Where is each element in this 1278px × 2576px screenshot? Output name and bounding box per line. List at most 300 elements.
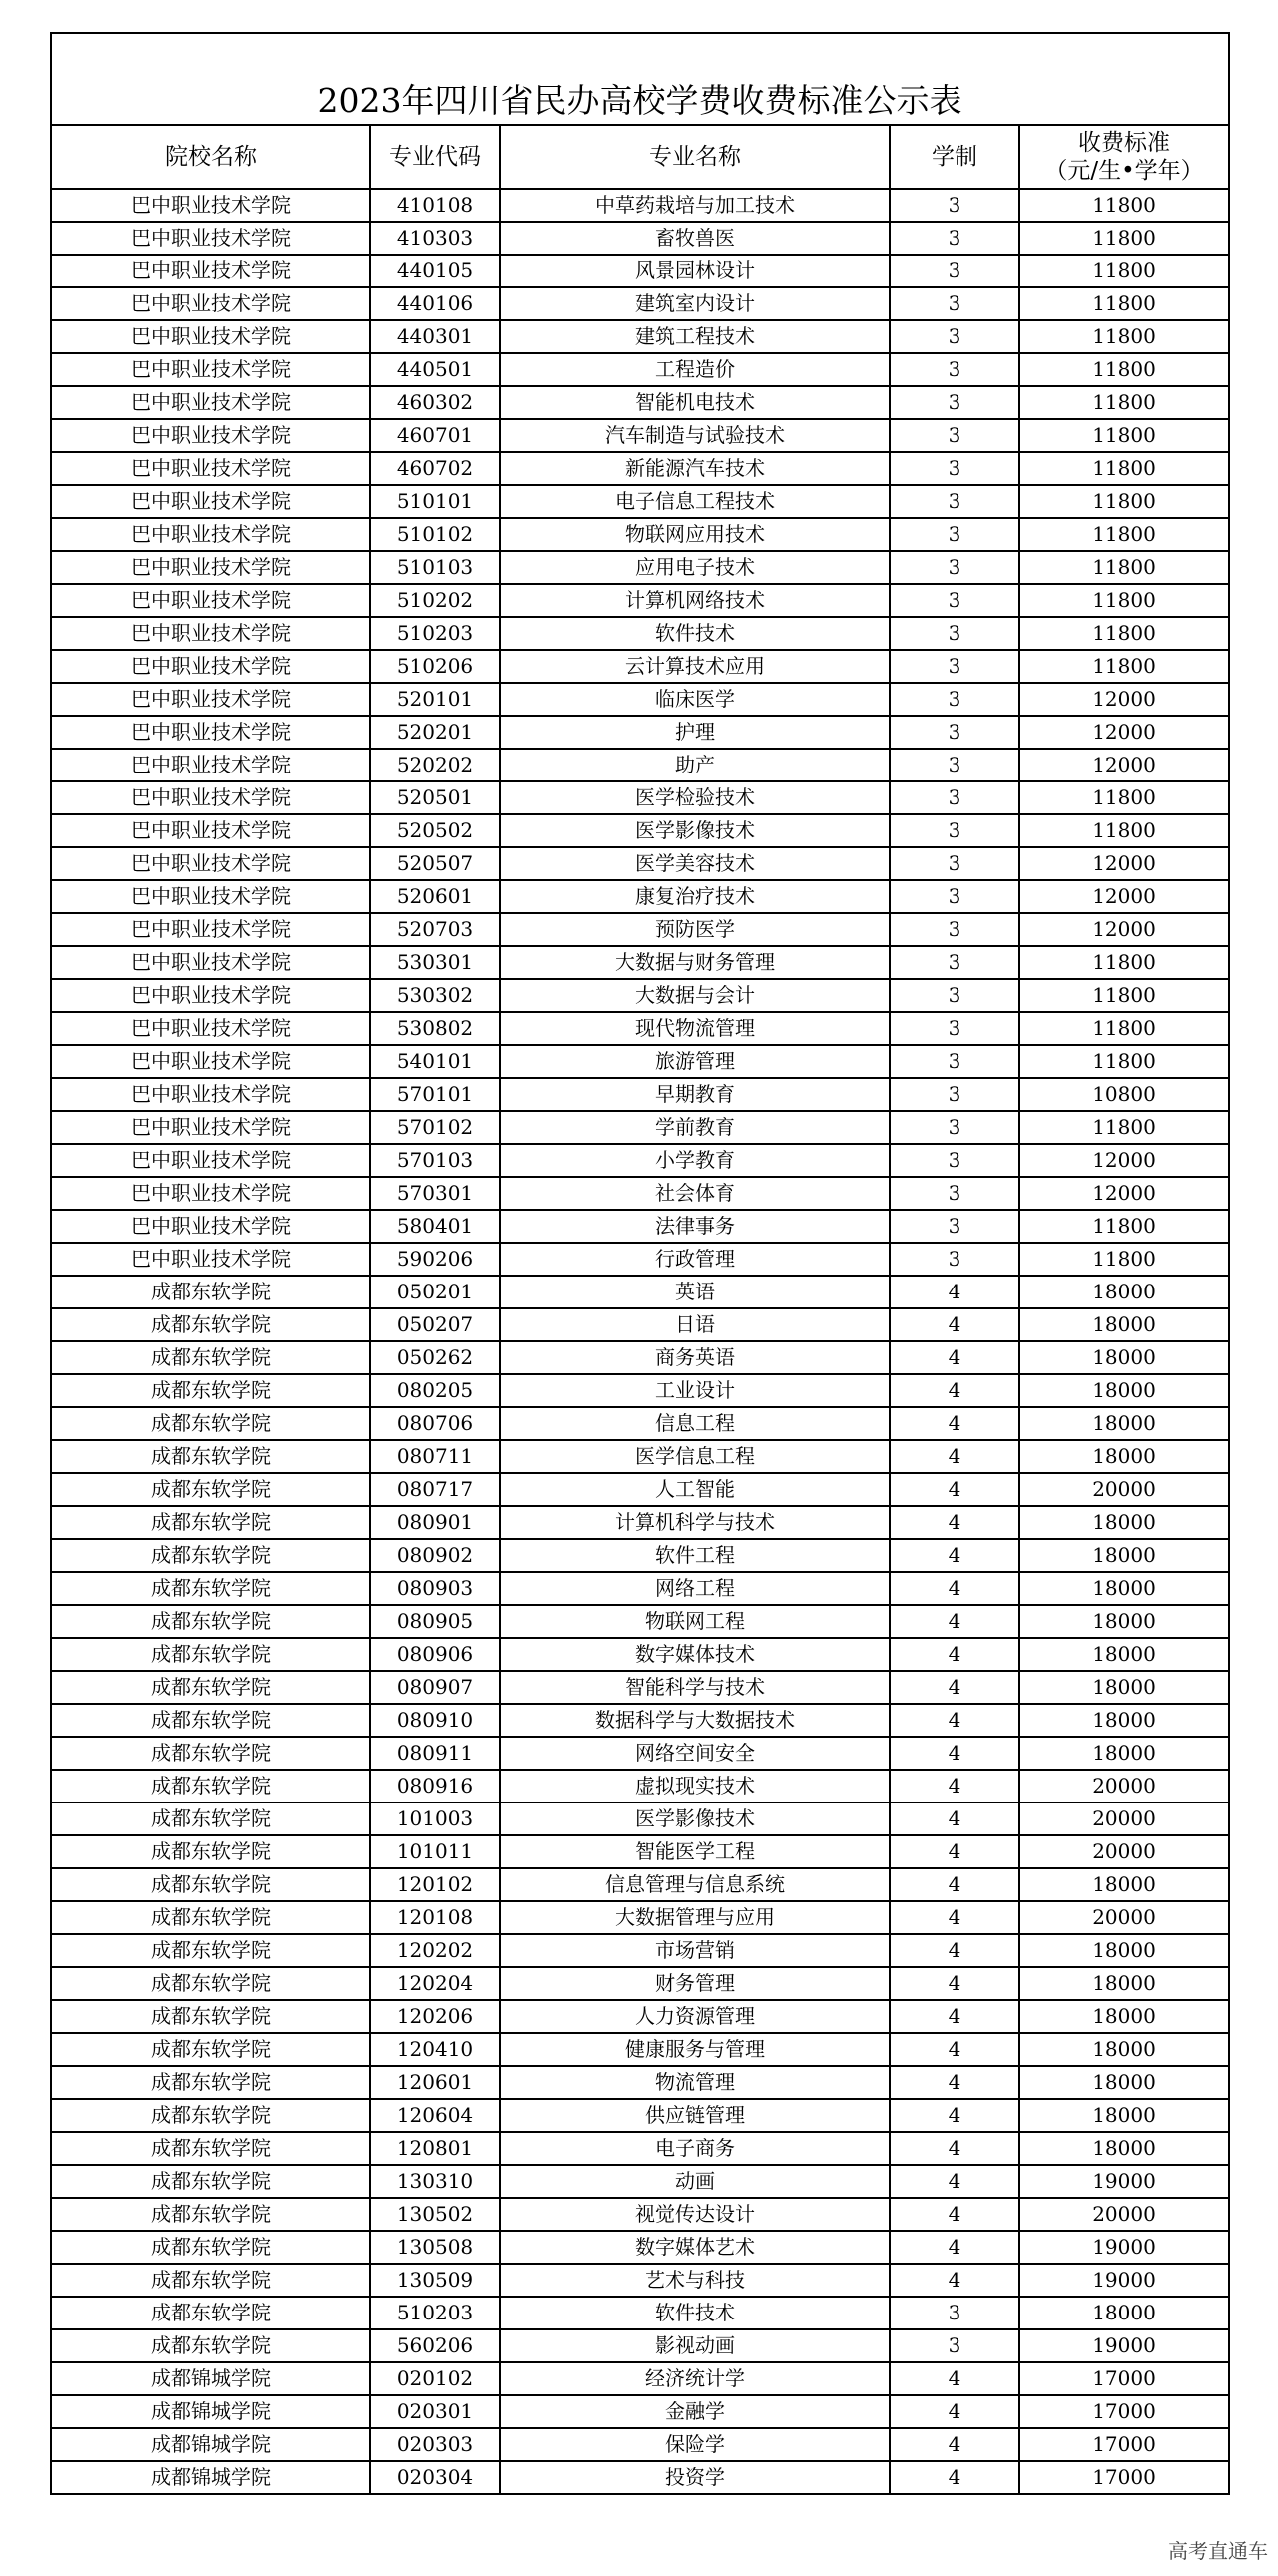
table-row xyxy=(51,1308,1229,1341)
school-cell: 成都东软学院 xyxy=(51,2066,370,2099)
major-cell: 畜牧兽医 xyxy=(500,222,890,255)
major-cell: 智能科学与技术 xyxy=(500,1671,890,1704)
fee-cell: 18000 xyxy=(1019,2033,1229,2066)
fee-cell: 18000 xyxy=(1019,1341,1229,1374)
school-cell: 成都东软学院 xyxy=(51,1638,370,1671)
years-cell: 3 xyxy=(890,2297,1019,2329)
code-cell: 120410 xyxy=(370,2033,500,2066)
years-cell: 4 xyxy=(890,2066,1019,2099)
fee-cell: 17000 xyxy=(1019,2395,1229,2428)
table-row xyxy=(51,1177,1229,1210)
table-row xyxy=(51,749,1229,781)
table-row xyxy=(51,2362,1229,2395)
school-cell: 成都东软学院 xyxy=(51,2000,370,2033)
school-cell: 成都东软学院 xyxy=(51,2099,370,2132)
major-cell: 云计算技术应用 xyxy=(500,650,890,683)
years-cell: 4 xyxy=(890,2264,1019,2297)
code-cell: 080916 xyxy=(370,1770,500,1803)
years-cell: 4 xyxy=(890,1572,1019,1605)
school-cell: 巴中职业技术学院 xyxy=(51,1045,370,1078)
table-row xyxy=(51,1835,1229,1868)
table-row xyxy=(51,1638,1229,1671)
school-cell: 巴中职业技术学院 xyxy=(51,1243,370,1276)
table-row xyxy=(51,189,1229,222)
fee-cell: 11800 xyxy=(1019,617,1229,650)
fee-cell: 18000 xyxy=(1019,1671,1229,1704)
code-cell: 080711 xyxy=(370,1440,500,1473)
table-row xyxy=(51,2297,1229,2329)
table-row xyxy=(51,2066,1229,2099)
code-cell: 520507 xyxy=(370,847,500,880)
major-cell: 日语 xyxy=(500,1308,890,1341)
table-row xyxy=(51,683,1229,716)
table-row xyxy=(51,716,1229,749)
table-row xyxy=(51,485,1229,518)
years-cell: 3 xyxy=(890,814,1019,847)
years-cell: 4 xyxy=(890,1704,1019,1737)
major-cell: 大数据与会计 xyxy=(500,979,890,1012)
major-cell: 行政管理 xyxy=(500,1243,890,1276)
school-cell: 成都东软学院 xyxy=(51,1901,370,1934)
fee-cell: 11800 xyxy=(1019,222,1229,255)
years-cell: 4 xyxy=(890,1605,1019,1638)
table-row xyxy=(51,287,1229,320)
school-cell: 巴中职业技术学院 xyxy=(51,946,370,979)
fee-cell: 18000 xyxy=(1019,1704,1229,1737)
school-cell: 巴中职业技术学院 xyxy=(51,386,370,419)
fee-cell: 17000 xyxy=(1019,2362,1229,2395)
fee-cell: 20000 xyxy=(1019,1835,1229,1868)
fee-cell: 20000 xyxy=(1019,1803,1229,1835)
header-fee-line2: （元/生•学年） xyxy=(1044,158,1204,184)
school-cell: 巴中职业技术学院 xyxy=(51,485,370,518)
school-cell: 巴中职业技术学院 xyxy=(51,913,370,946)
code-cell: 130509 xyxy=(370,2264,500,2297)
major-cell: 早期教育 xyxy=(500,1078,890,1111)
table-row xyxy=(51,1210,1229,1243)
code-cell: 120604 xyxy=(370,2099,500,2132)
major-cell: 物流管理 xyxy=(500,2066,890,2099)
major-cell: 信息管理与信息系统 xyxy=(500,1868,890,1901)
major-cell: 小学教育 xyxy=(500,1144,890,1177)
school-cell: 巴中职业技术学院 xyxy=(51,814,370,847)
code-cell: 570103 xyxy=(370,1144,500,1177)
school-cell: 成都东软学院 xyxy=(51,1539,370,1572)
school-cell: 成都东软学院 xyxy=(51,1704,370,1737)
major-cell: 风景园林设计 xyxy=(500,255,890,287)
school-cell: 成都东软学院 xyxy=(51,1506,370,1539)
code-cell: 510101 xyxy=(370,485,500,518)
school-cell: 巴中职业技术学院 xyxy=(51,518,370,551)
table-row xyxy=(51,2231,1229,2264)
code-cell: 460702 xyxy=(370,452,500,485)
school-cell: 成都东软学院 xyxy=(51,2264,370,2297)
fee-cell: 11800 xyxy=(1019,353,1229,386)
code-cell: 580401 xyxy=(370,1210,500,1243)
fee-table-sheet xyxy=(50,32,1228,2495)
years-cell: 3 xyxy=(890,255,1019,287)
header-school: 院校名称 xyxy=(51,125,370,189)
code-cell: 570101 xyxy=(370,1078,500,1111)
school-cell: 成都东软学院 xyxy=(51,1737,370,1770)
years-cell: 4 xyxy=(890,1901,1019,1934)
school-cell: 巴中职业技术学院 xyxy=(51,287,370,320)
fee-cell: 11800 xyxy=(1019,814,1229,847)
major-cell: 大数据管理与应用 xyxy=(500,1901,890,1934)
years-cell: 3 xyxy=(890,650,1019,683)
school-cell: 巴中职业技术学院 xyxy=(51,320,370,353)
major-cell: 健康服务与管理 xyxy=(500,2033,890,2066)
table-row xyxy=(51,1704,1229,1737)
code-cell: 080901 xyxy=(370,1506,500,1539)
table-row xyxy=(51,2099,1229,2132)
code-cell: 410108 xyxy=(370,189,500,222)
table-row xyxy=(51,1045,1229,1078)
years-cell: 4 xyxy=(890,2395,1019,2428)
code-cell: 410303 xyxy=(370,222,500,255)
major-cell: 工程造价 xyxy=(500,353,890,386)
page-title: 2023年四川省民办高校学费收费标准公示表 xyxy=(51,33,1229,125)
table-row xyxy=(51,814,1229,847)
code-cell: 080910 xyxy=(370,1704,500,1737)
code-cell: 130310 xyxy=(370,2165,500,2198)
school-cell: 成都锦城学院 xyxy=(51,2428,370,2461)
major-cell: 工业设计 xyxy=(500,1374,890,1407)
school-cell: 成都东软学院 xyxy=(51,1374,370,1407)
fee-cell: 17000 xyxy=(1019,2428,1229,2461)
fee-cell: 11800 xyxy=(1019,946,1229,979)
major-cell: 计算机科学与技术 xyxy=(500,1506,890,1539)
school-cell: 巴中职业技术学院 xyxy=(51,1144,370,1177)
code-cell: 520601 xyxy=(370,880,500,913)
watermark: 高考直通车 xyxy=(1168,2539,1268,2563)
fee-cell: 18000 xyxy=(1019,2099,1229,2132)
school-cell: 成都东软学院 xyxy=(51,1803,370,1835)
code-cell: 130502 xyxy=(370,2198,500,2231)
code-cell: 530302 xyxy=(370,979,500,1012)
years-cell: 3 xyxy=(890,2329,1019,2362)
years-cell: 3 xyxy=(890,749,1019,781)
code-cell: 120108 xyxy=(370,1901,500,1934)
years-cell: 3 xyxy=(890,452,1019,485)
header-fee xyxy=(1019,125,1229,189)
school-cell: 成都东软学院 xyxy=(51,1605,370,1638)
fee-cell: 18000 xyxy=(1019,1539,1229,1572)
major-cell: 医学检验技术 xyxy=(500,781,890,814)
fee-cell: 18000 xyxy=(1019,1605,1229,1638)
school-cell: 巴中职业技术学院 xyxy=(51,1210,370,1243)
code-cell: 101011 xyxy=(370,1835,500,1868)
major-cell: 学前教育 xyxy=(500,1111,890,1144)
years-cell: 3 xyxy=(890,683,1019,716)
fee-cell: 18000 xyxy=(1019,1934,1229,1967)
years-cell: 3 xyxy=(890,1078,1019,1111)
table-row xyxy=(51,2165,1229,2198)
major-cell: 投资学 xyxy=(500,2461,890,2494)
fee-cell: 11800 xyxy=(1019,189,1229,222)
code-cell: 080911 xyxy=(370,1737,500,1770)
fee-cell: 18000 xyxy=(1019,1308,1229,1341)
table-row xyxy=(51,1440,1229,1473)
code-cell: 510206 xyxy=(370,650,500,683)
fee-cell: 18000 xyxy=(1019,1967,1229,2000)
fee-cell: 12000 xyxy=(1019,913,1229,946)
code-cell: 120601 xyxy=(370,2066,500,2099)
fee-cell: 18000 xyxy=(1019,1572,1229,1605)
major-cell: 数字媒体艺术 xyxy=(500,2231,890,2264)
header-fee-line1: 收费标准 xyxy=(1078,130,1171,156)
school-cell: 巴中职业技术学院 xyxy=(51,683,370,716)
table-row xyxy=(51,551,1229,584)
fee-cell: 10800 xyxy=(1019,1078,1229,1111)
code-cell: 510202 xyxy=(370,584,500,617)
years-cell: 3 xyxy=(890,584,1019,617)
table-row xyxy=(51,419,1229,452)
table-row xyxy=(51,1605,1229,1638)
table-row xyxy=(51,518,1229,551)
school-cell: 成都东软学院 xyxy=(51,1934,370,1967)
major-cell: 人力资源管理 xyxy=(500,2000,890,2033)
code-cell: 530802 xyxy=(370,1012,500,1045)
fee-cell: 20000 xyxy=(1019,2198,1229,2231)
school-cell: 成都东软学院 xyxy=(51,2329,370,2362)
major-cell: 影视动画 xyxy=(500,2329,890,2362)
fee-cell: 11800 xyxy=(1019,584,1229,617)
fee-cell: 11800 xyxy=(1019,1045,1229,1078)
years-cell: 3 xyxy=(890,946,1019,979)
table-row xyxy=(51,2198,1229,2231)
years-cell: 3 xyxy=(890,1177,1019,1210)
years-cell: 4 xyxy=(890,1440,1019,1473)
years-cell: 4 xyxy=(890,2165,1019,2198)
years-cell: 4 xyxy=(890,1407,1019,1440)
fee-cell: 12000 xyxy=(1019,847,1229,880)
years-cell: 3 xyxy=(890,847,1019,880)
school-cell: 成都锦城学院 xyxy=(51,2461,370,2494)
school-cell: 成都东软学院 xyxy=(51,1835,370,1868)
table-row xyxy=(51,1374,1229,1407)
table-row xyxy=(51,353,1229,386)
table-row xyxy=(51,255,1229,287)
code-cell: 120801 xyxy=(370,2132,500,2165)
years-cell: 3 xyxy=(890,222,1019,255)
school-cell: 成都锦城学院 xyxy=(51,2362,370,2395)
years-cell: 4 xyxy=(890,2033,1019,2066)
code-cell: 560206 xyxy=(370,2329,500,2362)
years-cell: 4 xyxy=(890,2362,1019,2395)
code-cell: 080717 xyxy=(370,1473,500,1506)
major-cell: 商务英语 xyxy=(500,1341,890,1374)
major-cell: 中草药栽培与加工技术 xyxy=(500,189,890,222)
code-cell: 120102 xyxy=(370,1868,500,1901)
fee-cell: 19000 xyxy=(1019,2165,1229,2198)
fee-table-body xyxy=(51,33,1229,2494)
code-cell: 020303 xyxy=(370,2428,500,2461)
code-cell: 050262 xyxy=(370,1341,500,1374)
major-cell: 信息工程 xyxy=(500,1407,890,1440)
fee-cell: 17000 xyxy=(1019,2461,1229,2494)
table-row xyxy=(51,1671,1229,1704)
fee-cell: 20000 xyxy=(1019,1901,1229,1934)
years-cell: 3 xyxy=(890,189,1019,222)
table-row xyxy=(51,1243,1229,1276)
code-cell: 520502 xyxy=(370,814,500,847)
code-cell: 080205 xyxy=(370,1374,500,1407)
fee-cell: 18000 xyxy=(1019,1440,1229,1473)
title-row xyxy=(51,33,1229,125)
code-cell: 530301 xyxy=(370,946,500,979)
fee-cell: 11800 xyxy=(1019,1111,1229,1144)
school-cell: 成都东软学院 xyxy=(51,1473,370,1506)
code-cell: 460701 xyxy=(370,419,500,452)
school-cell: 巴中职业技术学院 xyxy=(51,880,370,913)
code-cell: 080907 xyxy=(370,1671,500,1704)
fee-cell: 11800 xyxy=(1019,979,1229,1012)
school-cell: 成都东软学院 xyxy=(51,2198,370,2231)
major-cell: 智能机电技术 xyxy=(500,386,890,419)
table-row xyxy=(51,1144,1229,1177)
code-cell: 050207 xyxy=(370,1308,500,1341)
school-cell: 巴中职业技术学院 xyxy=(51,1012,370,1045)
table-row xyxy=(51,584,1229,617)
fee-cell: 18000 xyxy=(1019,2000,1229,2033)
header-major: 专业名称 xyxy=(500,125,890,189)
table-row xyxy=(51,946,1229,979)
table-row xyxy=(51,847,1229,880)
years-cell: 3 xyxy=(890,1045,1019,1078)
years-cell: 4 xyxy=(890,2132,1019,2165)
major-cell: 康复治疗技术 xyxy=(500,880,890,913)
years-cell: 4 xyxy=(890,1276,1019,1308)
school-cell: 成都东软学院 xyxy=(51,2231,370,2264)
school-cell: 成都东软学院 xyxy=(51,2132,370,2165)
years-cell: 3 xyxy=(890,551,1019,584)
fee-cell: 11800 xyxy=(1019,255,1229,287)
years-cell: 4 xyxy=(890,1539,1019,1572)
years-cell: 4 xyxy=(890,1671,1019,1704)
table-row xyxy=(51,1737,1229,1770)
table-row xyxy=(51,1078,1229,1111)
code-cell: 130508 xyxy=(370,2231,500,2264)
code-cell: 440105 xyxy=(370,255,500,287)
fee-cell: 12000 xyxy=(1019,880,1229,913)
school-cell: 巴中职业技术学院 xyxy=(51,255,370,287)
fee-cell: 11800 xyxy=(1019,1210,1229,1243)
table-row xyxy=(51,222,1229,255)
table-row xyxy=(51,2329,1229,2362)
fee-cell: 18000 xyxy=(1019,2132,1229,2165)
fee-cell: 11800 xyxy=(1019,518,1229,551)
years-cell: 3 xyxy=(890,320,1019,353)
years-cell: 3 xyxy=(890,1243,1019,1276)
code-cell: 080905 xyxy=(370,1605,500,1638)
table-row xyxy=(51,2264,1229,2297)
code-cell: 460302 xyxy=(370,386,500,419)
fee-cell: 11800 xyxy=(1019,1243,1229,1276)
school-cell: 成都东软学院 xyxy=(51,1308,370,1341)
years-cell: 3 xyxy=(890,880,1019,913)
years-cell: 3 xyxy=(890,617,1019,650)
years-cell: 4 xyxy=(890,2198,1019,2231)
code-cell: 520201 xyxy=(370,716,500,749)
years-cell: 4 xyxy=(890,1308,1019,1341)
code-cell: 440501 xyxy=(370,353,500,386)
code-cell: 120204 xyxy=(370,1967,500,2000)
fee-cell: 18000 xyxy=(1019,1374,1229,1407)
major-cell: 旅游管理 xyxy=(500,1045,890,1078)
school-cell: 巴中职业技术学院 xyxy=(51,781,370,814)
major-cell: 艺术与科技 xyxy=(500,2264,890,2297)
table-row xyxy=(51,2428,1229,2461)
code-cell: 020102 xyxy=(370,2362,500,2395)
code-cell: 020304 xyxy=(370,2461,500,2494)
years-cell: 4 xyxy=(890,2099,1019,2132)
fee-table xyxy=(50,32,1230,2495)
years-cell: 4 xyxy=(890,2461,1019,2494)
major-cell: 软件工程 xyxy=(500,1539,890,1572)
years-cell: 3 xyxy=(890,913,1019,946)
fee-cell: 20000 xyxy=(1019,1770,1229,1803)
table-row xyxy=(51,781,1229,814)
code-cell: 570102 xyxy=(370,1111,500,1144)
major-cell: 新能源汽车技术 xyxy=(500,452,890,485)
major-cell: 市场营销 xyxy=(500,1934,890,1967)
major-cell: 汽车制造与试验技术 xyxy=(500,419,890,452)
major-cell: 应用电子技术 xyxy=(500,551,890,584)
school-cell: 巴中职业技术学院 xyxy=(51,749,370,781)
major-cell: 护理 xyxy=(500,716,890,749)
years-cell: 4 xyxy=(890,2231,1019,2264)
major-cell: 医学影像技术 xyxy=(500,814,890,847)
fee-cell: 18000 xyxy=(1019,1506,1229,1539)
major-cell: 经济统计学 xyxy=(500,2362,890,2395)
table-row xyxy=(51,1506,1229,1539)
fee-cell: 18000 xyxy=(1019,1407,1229,1440)
table-row xyxy=(51,320,1229,353)
table-row xyxy=(51,452,1229,485)
fee-cell: 18000 xyxy=(1019,1638,1229,1671)
table-row xyxy=(51,2033,1229,2066)
table-row xyxy=(51,2000,1229,2033)
major-cell: 数据科学与大数据技术 xyxy=(500,1704,890,1737)
years-cell: 4 xyxy=(890,1473,1019,1506)
years-cell: 4 xyxy=(890,2000,1019,2033)
fee-cell: 11800 xyxy=(1019,320,1229,353)
code-cell: 540101 xyxy=(370,1045,500,1078)
fee-cell: 19000 xyxy=(1019,2231,1229,2264)
code-cell: 570301 xyxy=(370,1177,500,1210)
code-cell: 080903 xyxy=(370,1572,500,1605)
years-cell: 3 xyxy=(890,1012,1019,1045)
years-cell: 3 xyxy=(890,485,1019,518)
code-cell: 050201 xyxy=(370,1276,500,1308)
years-cell: 3 xyxy=(890,979,1019,1012)
code-cell: 510102 xyxy=(370,518,500,551)
years-cell: 4 xyxy=(890,1341,1019,1374)
years-cell: 3 xyxy=(890,287,1019,320)
school-cell: 成都东软学院 xyxy=(51,1868,370,1901)
years-cell: 4 xyxy=(890,1770,1019,1803)
table-row xyxy=(51,979,1229,1012)
school-cell: 成都东软学院 xyxy=(51,1770,370,1803)
school-cell: 巴中职业技术学院 xyxy=(51,1078,370,1111)
header-row xyxy=(51,125,1229,189)
code-cell: 080906 xyxy=(370,1638,500,1671)
code-cell: 080902 xyxy=(370,1539,500,1572)
table-row xyxy=(51,2132,1229,2165)
table-row xyxy=(51,880,1229,913)
table-row xyxy=(51,2461,1229,2494)
